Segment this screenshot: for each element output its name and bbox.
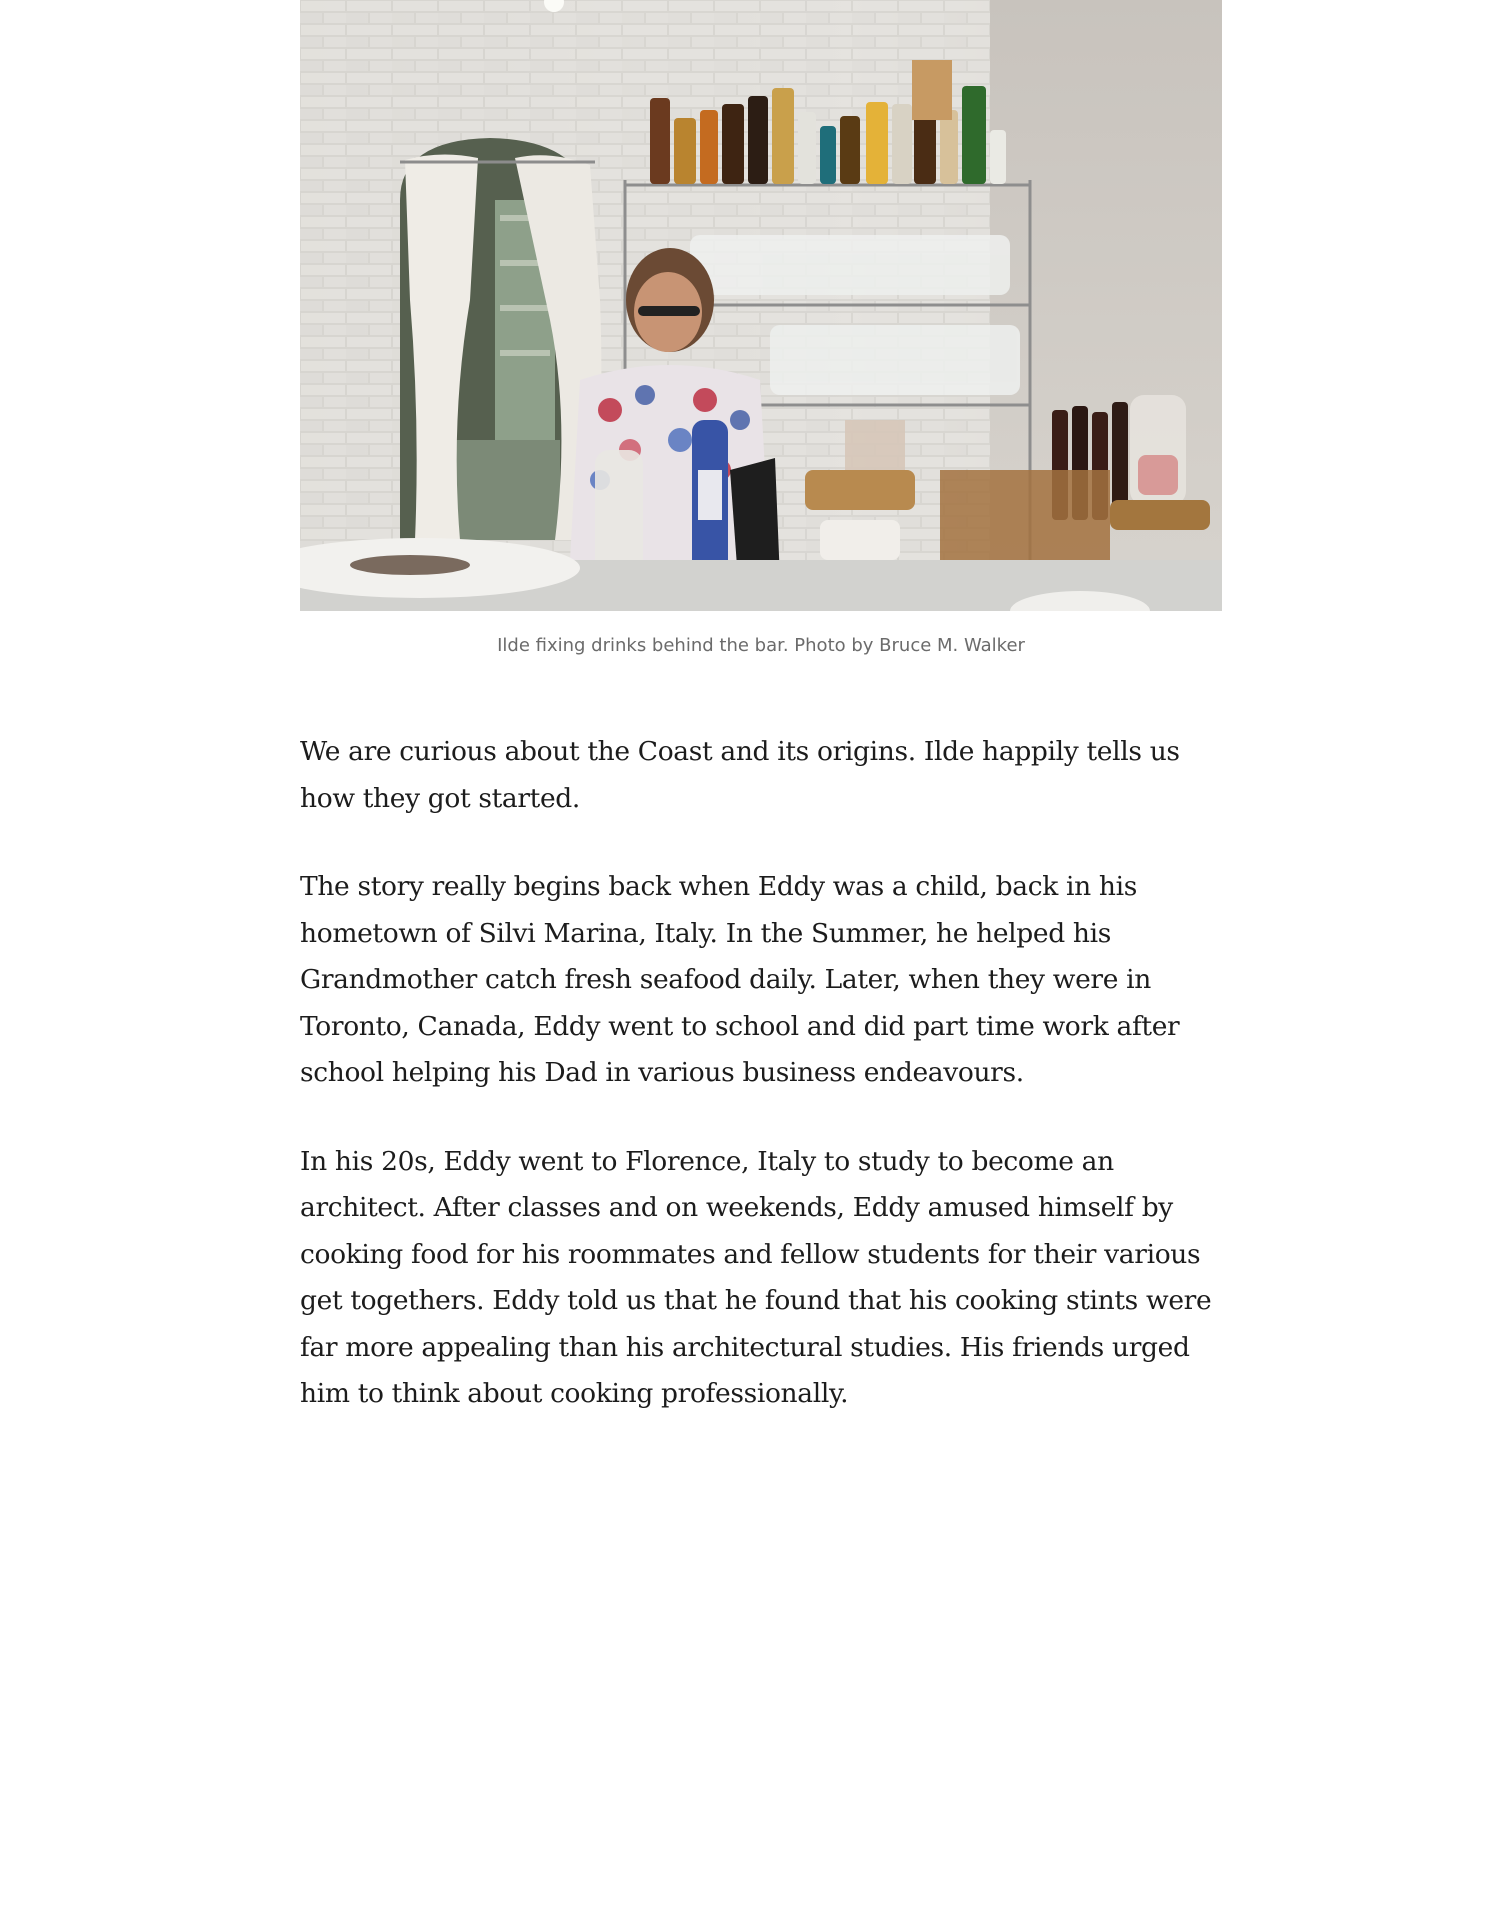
article-body <box>300 729 1222 1418</box>
paragraph: We are curious about the Coast and its origins. Ilde happily tells us how they got started. <box>300 736 1180 814</box>
paragraph: The story really begins back when Eddy was a child, back in his hometown of Silvi Marina, Italy. In the Summer, he helped his Grandmother catch fresh seafood daily. Later, when they were in Toronto, Canada, Eddy went to school and did part time work after school helping his Dad in various business endeavours. <box>300 871 1180 1088</box>
article <box>300 0 1222 1460</box>
paragraph: In his 20s, Eddy went to Florence, Italy to study to become an architect. After classes and on weekends, Eddy amused himself by cooking food for his roommates and fellow students for their various get togethers. Eddy told us that he found that his cooking stints were far more appealing than his architectural studies. His friends urged him to think about cooking professionally. <box>300 1145 1212 1409</box>
bar-photo <box>300 0 1222 611</box>
figure-caption: Ilde fixing drinks behind the bar. Photo by Bruce M. Walker <box>497 635 1025 656</box>
article-figure <box>300 0 1222 611</box>
